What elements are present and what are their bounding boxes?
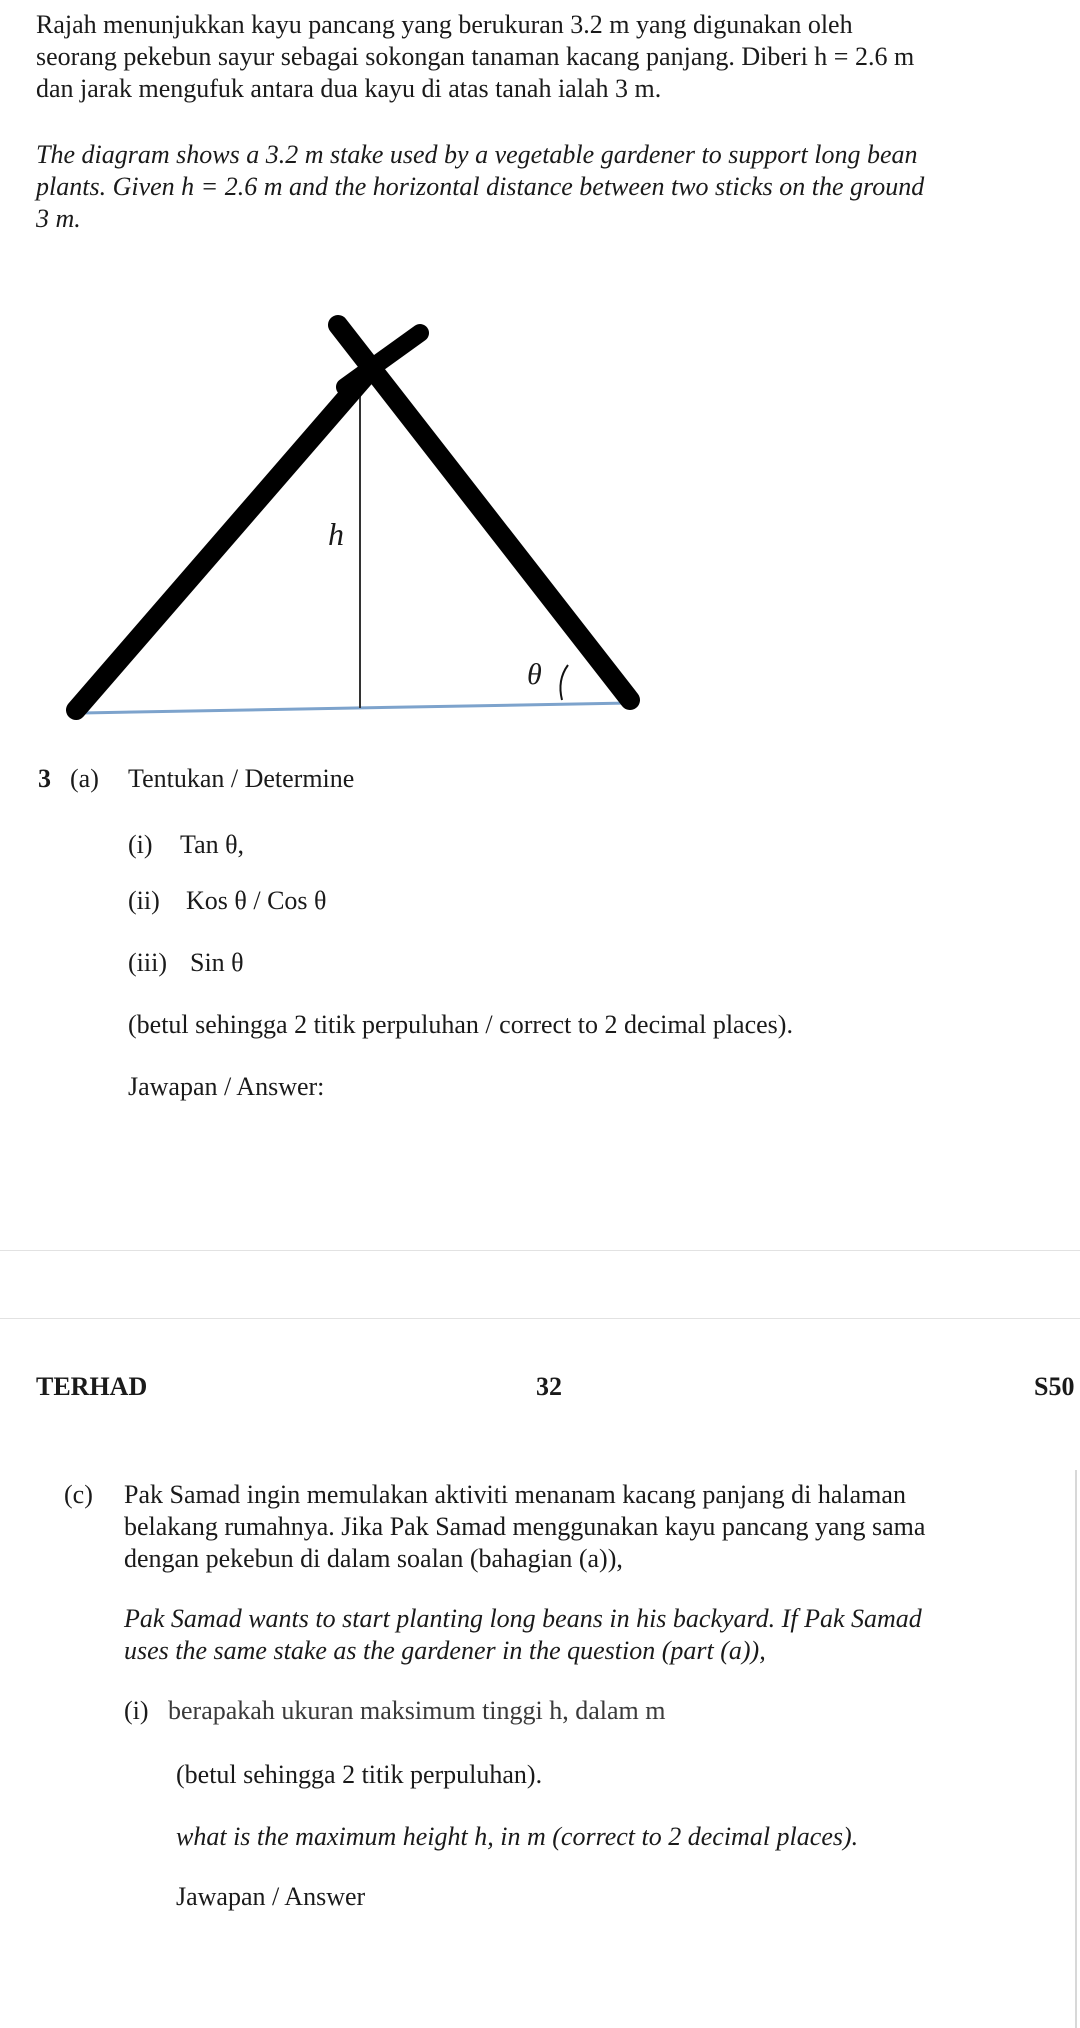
footer-left: TERHAD <box>36 1372 148 1401</box>
ground-line <box>82 703 630 713</box>
part-c-en-line-2: uses the same stake as the gardener in the question (part (a)), <box>124 1636 766 1665</box>
h-label: h <box>328 516 344 552</box>
determine-label: Tentukan / Determine <box>128 764 355 793</box>
precision-note: (betul sehingga 2 titik perpuluhan / correct to 2 decimal places). <box>128 1010 793 1039</box>
part-c-i-num: (i) <box>124 1696 149 1725</box>
part-c-en-line-1: Pak Samad wants to start planting long beans in his backyard. If Pak Samad <box>124 1604 922 1633</box>
footer-page-number: 32 <box>536 1372 562 1401</box>
theta-label: θ <box>527 658 542 691</box>
part-c-ms-line-2: belakang rumahnya. Jika Pak Samad menggunakan kayu pancang yang sama <box>124 1512 926 1541</box>
part-c-i-en: what is the maximum height h, in m (correct to 2 decimal places). <box>176 1822 859 1851</box>
footer-right: S50 <box>1034 1372 1075 1401</box>
answer-label-a: Jawapan / Answer: <box>128 1072 325 1101</box>
intro-en-line-2: plants. Given h = 2.6 m and the horizontal distance between two sticks on the ground <box>36 172 925 201</box>
item-iii-num: (iii) <box>128 948 167 977</box>
question-number: 3 <box>38 764 51 793</box>
right-stake <box>338 325 630 700</box>
part-c-i-ms: berapakah ukuran maksimum tinggi h, dalam m <box>168 1696 666 1725</box>
angle-arc <box>560 665 568 700</box>
intro-ms-line-3: dan jarak mengufuk antara dua kayu di atas tanah ialah 3 m. <box>36 74 662 103</box>
part-c-ms-line-3: dengan pekebun di dalam soalan (bahagian (a)), <box>124 1544 623 1573</box>
part-a-label: (a) <box>70 764 99 793</box>
divider-1 <box>0 1250 1080 1251</box>
intro-en-line-3: 3 m. <box>36 204 81 233</box>
item-iii-text: Sin θ <box>190 948 244 977</box>
item-ii-text: Kos θ / Cos θ <box>186 886 327 915</box>
item-i-num: (i) <box>128 830 153 859</box>
item-i-text: Tan θ, <box>180 830 245 859</box>
part-c-label: (c) <box>64 1480 93 1509</box>
stake-diagram <box>0 300 700 740</box>
intro-en-line-1: The diagram shows a 3.2 m stake used by a vegetable gardener to support long bean <box>36 140 918 169</box>
page-edge-line <box>1075 1470 1077 2028</box>
intro-ms-line-2: seorang pekebun sayur sebagai sokongan tanaman kacang panjang. Diberi h = 2.6 m <box>36 42 915 71</box>
answer-label-c: Jawapan / Answer <box>176 1882 366 1911</box>
item-ii-num: (ii) <box>128 886 160 915</box>
part-c-ms-line-1: Pak Samad ingin memulakan aktiviti menanam kacang panjang di halaman <box>124 1480 906 1509</box>
intro-ms-line-1: Rajah menunjukkan kayu pancang yang berukuran 3.2 m yang digunakan oleh <box>36 10 853 39</box>
part-c-i-ms-precision: (betul sehingga 2 titik perpuluhan). <box>176 1760 543 1789</box>
divider-2 <box>0 1318 1080 1319</box>
